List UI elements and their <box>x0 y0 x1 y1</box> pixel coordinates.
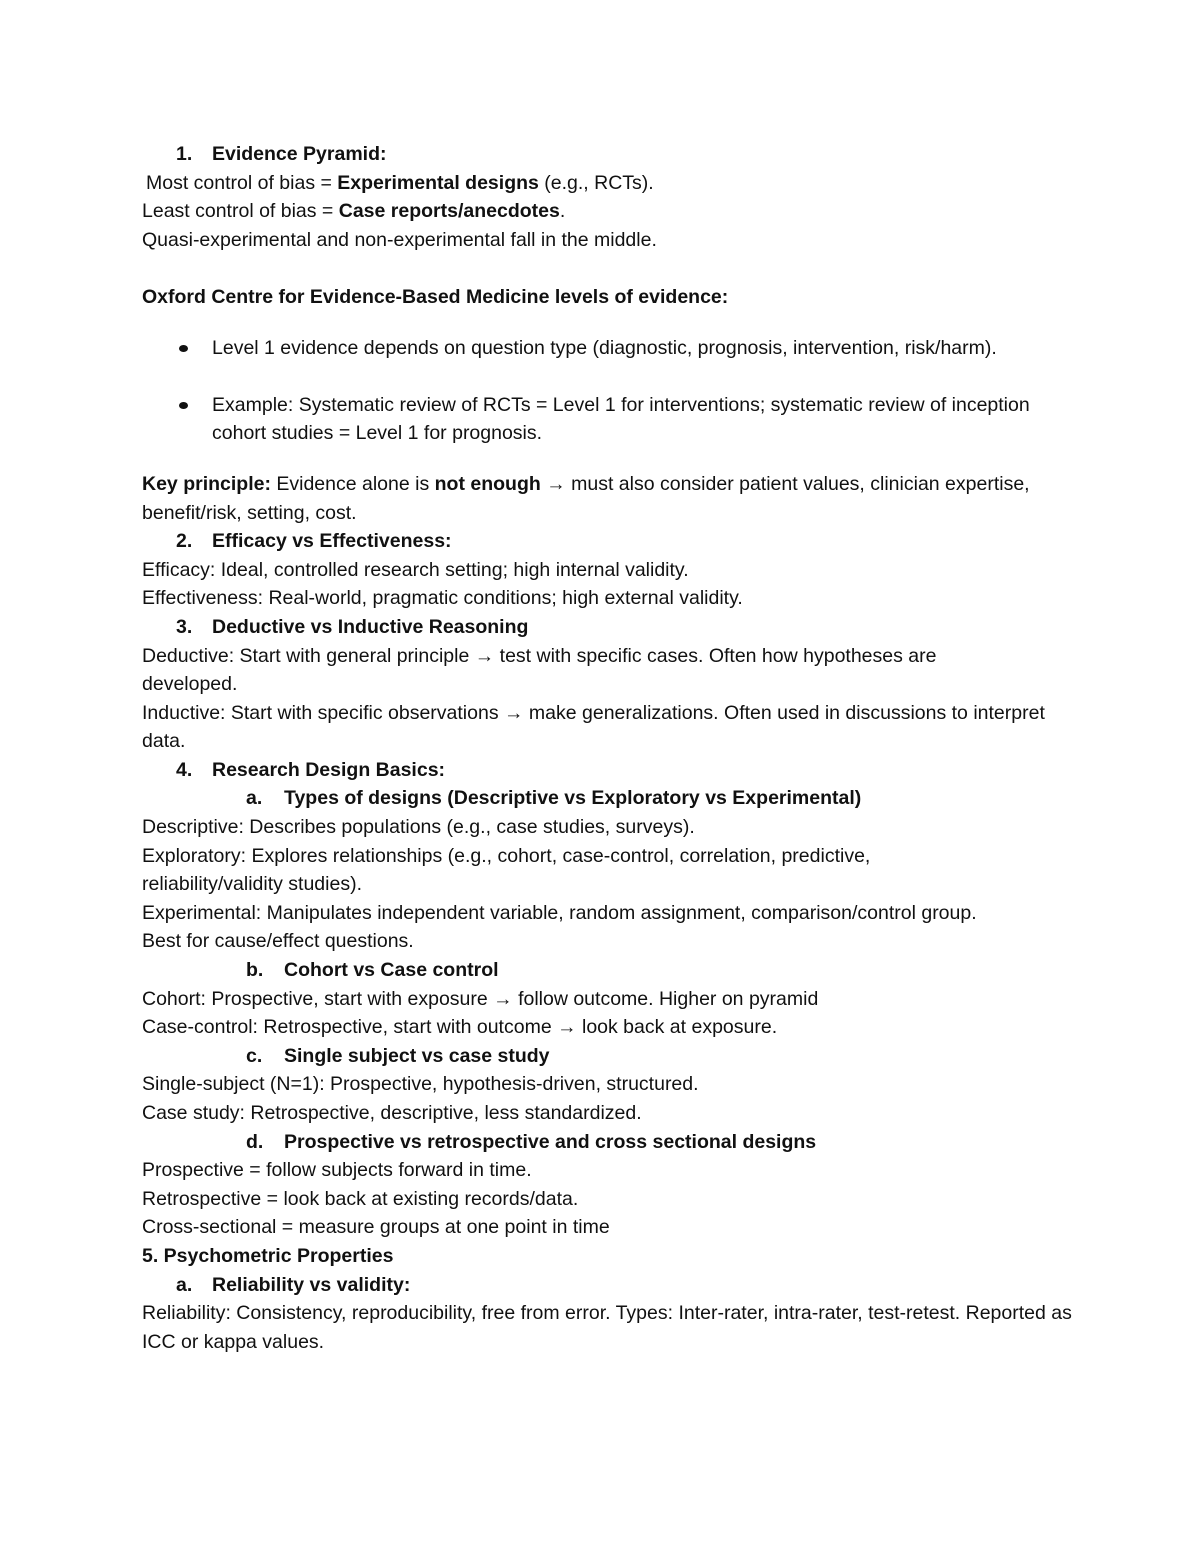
text-segment: → must also consider patient values, clinician expertise, benefit/risk, setting, cost. <box>142 472 1030 524</box>
spacer <box>142 312 1072 334</box>
text-segment: (e.g., RCTs). <box>538 171 654 194</box>
section-4-number: 4. <box>176 758 193 781</box>
section-3-title: Deductive vs Inductive Reasoning <box>212 615 529 638</box>
list-item <box>142 391 1072 448</box>
prospective-line: Prospective = follow subjects forward in time. <box>142 1159 532 1182</box>
pyramid-most-control <box>142 169 1072 198</box>
section-4a-letter: a. <box>246 787 263 810</box>
document-body <box>142 140 1072 1356</box>
bold-segment: Key principle: <box>142 472 271 495</box>
section-2-heading <box>142 527 1072 556</box>
single-subject-line: Single-subject (N=1): Prospective, hypothesis-driven, structured. <box>142 1073 699 1096</box>
bullet-text: Example: Systematic review of RCTs = Level 1 for interventions; systematic review of inception cohort studies = Level 1 for prognosis. <box>212 393 1030 445</box>
exploratory-line: Exploratory: Explores relationships (e.g., cohort, case-control, correlation, predictive, reliability/validity studies). <box>142 844 871 896</box>
spacer <box>142 448 1072 470</box>
section-4d-title: Prospective vs retrospective and cross sectional designs <box>284 1130 817 1153</box>
cross-sectional-line: Cross-sectional = measure groups at one point in time <box>142 1216 610 1239</box>
bold-segment: Experimental designs <box>337 171 539 194</box>
bullet-icon <box>179 345 188 352</box>
section-5a-title: Reliability vs validity: <box>212 1273 411 1296</box>
section-1-number: 1. <box>176 143 193 165</box>
section-4d-letter: d. <box>246 1130 264 1153</box>
inductive-line: Inductive: Start with specific observations → make generalizations. Often used in discussions to interpret data. <box>142 701 1045 753</box>
bullet-icon <box>179 402 188 409</box>
text-segment: Evidence alone is <box>270 472 435 495</box>
pyramid-least-control <box>142 197 1072 226</box>
pyramid-middle: Quasi-experimental and non-experimental fall in the middle. <box>142 228 657 251</box>
bullet-text: Level 1 evidence depends on question type (diagnostic, prognosis, intervention, risk/harm). <box>212 336 997 359</box>
section-3-heading <box>142 613 1072 642</box>
section-4b-title: Cohort vs Case control <box>284 959 499 982</box>
key-principle <box>142 470 1072 527</box>
effectiveness-line: Effectiveness: Real-world, pragmatic conditions; high external validity. <box>142 587 743 610</box>
section-4b-heading <box>142 956 1072 985</box>
section-5a-letter: a. <box>176 1273 193 1296</box>
efficacy-line: Efficacy: Ideal, controlled research setting; high internal validity. <box>142 558 689 581</box>
section-2-number: 2. <box>176 530 193 553</box>
section-4-heading <box>142 756 1072 785</box>
text-segment: Most control of bias = <box>146 171 338 194</box>
reliability-line: Reliability: Consistency, reproducibility, free from error. Types: Inter-rater, intra-rater, test-retest. Reported as ICC or kappa values. <box>142 1302 1072 1353</box>
section-4c-letter: c. <box>246 1044 263 1067</box>
section-5-heading: 5. Psychometric Properties <box>142 1244 394 1267</box>
section-4b-letter: b. <box>246 959 264 982</box>
bold-segment: not enough <box>434 472 541 495</box>
spacer <box>142 362 1072 391</box>
section-1-heading <box>142 140 1072 169</box>
section-2-title: Efficacy vs Effectiveness: <box>212 530 452 553</box>
section-4d-heading <box>142 1128 1072 1157</box>
section-3-number: 3. <box>176 615 193 638</box>
cohort-line: Cohort: Prospective, start with exposure → follow outcome. Higher on pyramid <box>142 987 819 1010</box>
case-control-line: Case-control: Retrospective, start with outcome → look back at exposure. <box>142 1016 778 1039</box>
deductive-line: Deductive: Start with general principle → test with specific cases. Often how hypotheses are developed. <box>142 644 937 696</box>
experimental-line: Experimental: Manipulates independent variable, random assignment, comparison/control group. Best for cause/effect questions. <box>142 901 977 953</box>
oxford-title: Oxford Centre for Evidence-Based Medicine levels of evidence: <box>142 285 729 308</box>
list-item <box>142 334 1072 363</box>
section-1-title: Evidence Pyramid: <box>212 143 387 165</box>
case-study-line: Case study: Retrospective, descriptive, less standardized. <box>142 1102 642 1124</box>
descriptive-line: Descriptive: Describes populations (e.g., case studies, surveys). <box>142 816 695 839</box>
spacer <box>142 254 1072 283</box>
text-segment: . <box>559 200 566 223</box>
section-5a-heading <box>142 1271 1072 1300</box>
retrospective-line: Retrospective = look back at existing records/data. <box>142 1187 579 1210</box>
section-4-title: Research Design Basics: <box>212 758 446 781</box>
section-4c-heading <box>142 1042 1072 1071</box>
section-4a-heading <box>142 784 1072 813</box>
section-4a-title: Types of designs (Descriptive vs Exploratory vs Experimental) <box>284 787 862 810</box>
section-4c-title: Single subject vs case study <box>284 1044 550 1067</box>
bold-segment: Case reports/anecdotes <box>338 200 560 223</box>
text-segment: Least control of bias = <box>142 200 339 223</box>
